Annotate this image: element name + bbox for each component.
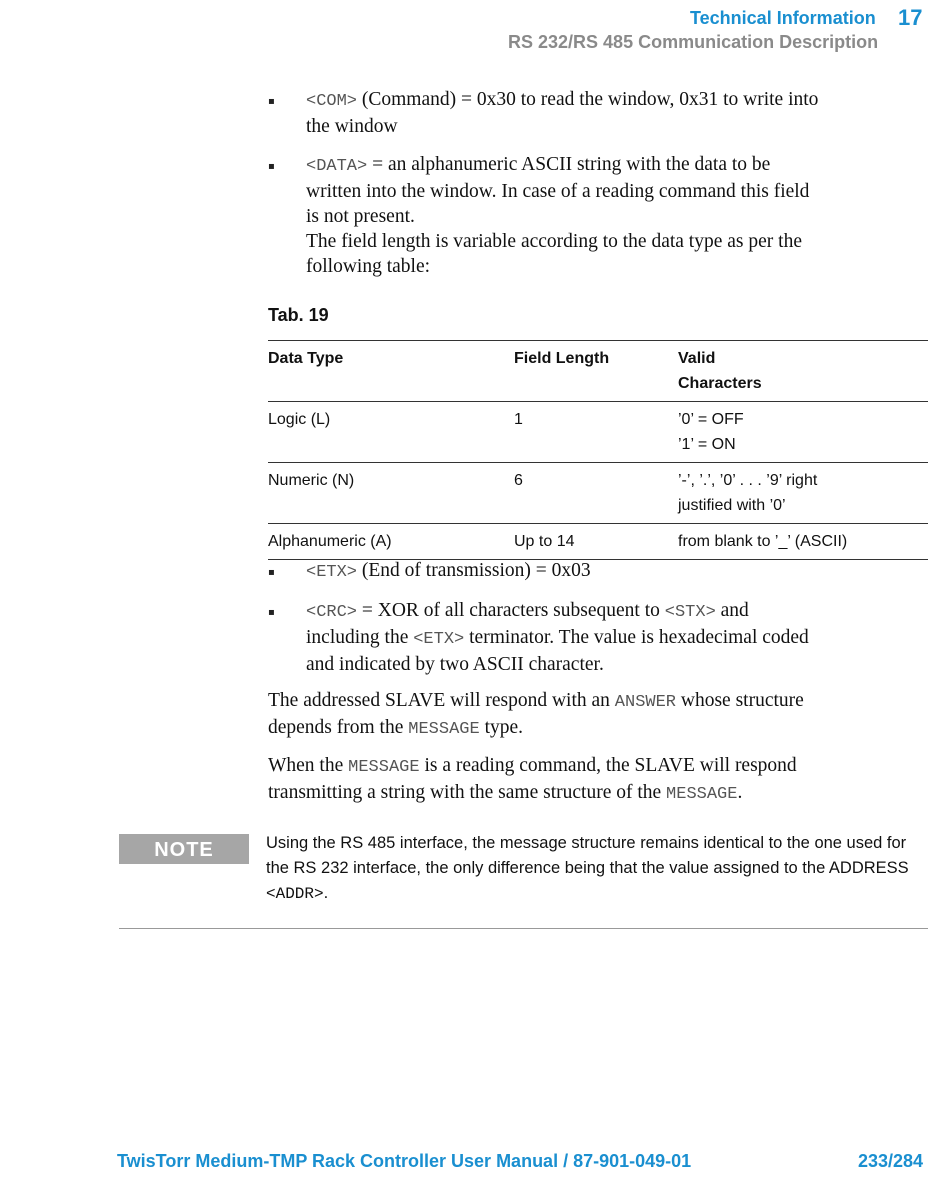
bullet-crc-line3: and indicated by two ASCII character. <box>306 654 604 675</box>
p1-text-b: whose structure <box>680 690 804 711</box>
cell-type: Numeric (N) <box>268 472 355 489</box>
bullet-crc <box>306 598 936 677</box>
cell-valid: ’-’, ’.’, ’0’ . . . ’9’ right justified with ’0’ <box>678 472 818 514</box>
footer-page-number: 233/284 <box>858 1151 924 1171</box>
bullet-data-line: The field length is variable according to the data type as per the <box>306 231 802 252</box>
bullet-data <box>306 152 936 279</box>
code-etx-inline: <ETX> <box>413 630 465 649</box>
bullet-com-text2: the window <box>306 116 398 137</box>
bullet-com-text: (Command) = 0x30 to read the window, 0x31 to write into <box>361 89 819 110</box>
table-row <box>268 524 928 560</box>
footer-manual-title: TwisTorr Medium-TMP Rack Controller User Manual / 87-901-049-01 <box>117 1151 692 1171</box>
cell-type: Logic (L) <box>268 411 331 428</box>
divider <box>119 928 928 929</box>
code-addr: <ADDR> <box>266 885 324 903</box>
bullet-etx <box>306 558 936 585</box>
code-answer: ANSWER <box>614 693 677 712</box>
p1-line2a: depends from the <box>268 717 404 738</box>
p2-line2a: transmitting a string with the same structure of the <box>268 782 662 803</box>
bullet-marker: ▪ <box>268 567 275 578</box>
header-field-length: Field Length <box>514 350 610 367</box>
bullet-marker: ▪ <box>268 161 275 172</box>
cell-length: Up to 14 <box>514 533 575 550</box>
bullet-crc-line2a: including the <box>306 627 409 648</box>
header-valid-characters: Valid Characters <box>678 350 762 392</box>
code-message: MESSAGE <box>408 720 480 739</box>
code-data: <DATA> <box>306 157 368 176</box>
p1-line2b: type. <box>484 717 524 738</box>
note-label: NOTE <box>119 834 249 864</box>
chapter-number: 17 <box>898 5 923 30</box>
bullet-data-line: written into the window. In case of a reading command this field <box>306 181 810 202</box>
p2-line2b: . <box>737 782 743 803</box>
bullet-data-line: following table: <box>306 256 431 277</box>
bullet-etx-text: (End of transmission) = 0x03 <box>361 560 591 581</box>
bullet-com <box>306 87 936 139</box>
bullet-data-text: = an alphanumeric ASCII string with the data to be <box>372 154 771 175</box>
code-stx: <STX> <box>664 603 716 622</box>
code-etx: <ETX> <box>306 563 358 582</box>
p2-text-b: is a reading command, the SLAVE will respond <box>424 755 797 776</box>
bullet-crc-line2b: terminator. The value is hexadecimal coded <box>469 627 809 648</box>
paragraph-reading <box>268 753 936 807</box>
bullet-crc-text2: and <box>720 600 749 621</box>
data-type-table <box>268 340 928 560</box>
cell-length: 6 <box>514 472 523 489</box>
bullet-crc-text: = XOR of all characters subsequent to <box>361 600 660 621</box>
table-header-row <box>268 341 928 402</box>
bullet-data-line: is not present. <box>306 206 415 227</box>
cell-length: 1 <box>514 411 523 428</box>
table-row <box>268 402 928 463</box>
cell-valid: from blank to ’_’ (ASCII) <box>678 533 848 550</box>
bullet-marker: ▪ <box>268 96 275 107</box>
p2-text: When the <box>268 755 344 776</box>
table-row <box>268 463 928 524</box>
paragraph-answer <box>268 688 936 742</box>
code-com: <COM> <box>306 92 358 111</box>
note-period: . <box>323 884 329 902</box>
header-data-type: Data Type <box>268 350 344 367</box>
code-message: MESSAGE <box>348 758 420 777</box>
cell-valid: ’0’ = OFF ’1’ = ON <box>678 411 744 453</box>
note-text <box>266 831 936 907</box>
table-caption: Tab. 19 <box>268 305 329 325</box>
note-line2: the RS 232 interface, the only difference being that the value assigned to the ADDRESS <box>266 859 909 877</box>
bullet-marker: ▪ <box>268 607 275 618</box>
note-line1: Using the RS 485 interface, the message structure remains identical to the one used for <box>266 834 907 852</box>
section-subtitle: RS 232/RS 485 Communication Description <box>508 32 879 52</box>
p1-text: The addressed SLAVE will respond with an <box>268 690 610 711</box>
code-message: MESSAGE <box>666 785 738 804</box>
code-crc: <CRC> <box>306 603 358 622</box>
cell-type: Alphanumeric (A) <box>268 533 392 550</box>
section-title: Technical Information <box>690 8 876 28</box>
